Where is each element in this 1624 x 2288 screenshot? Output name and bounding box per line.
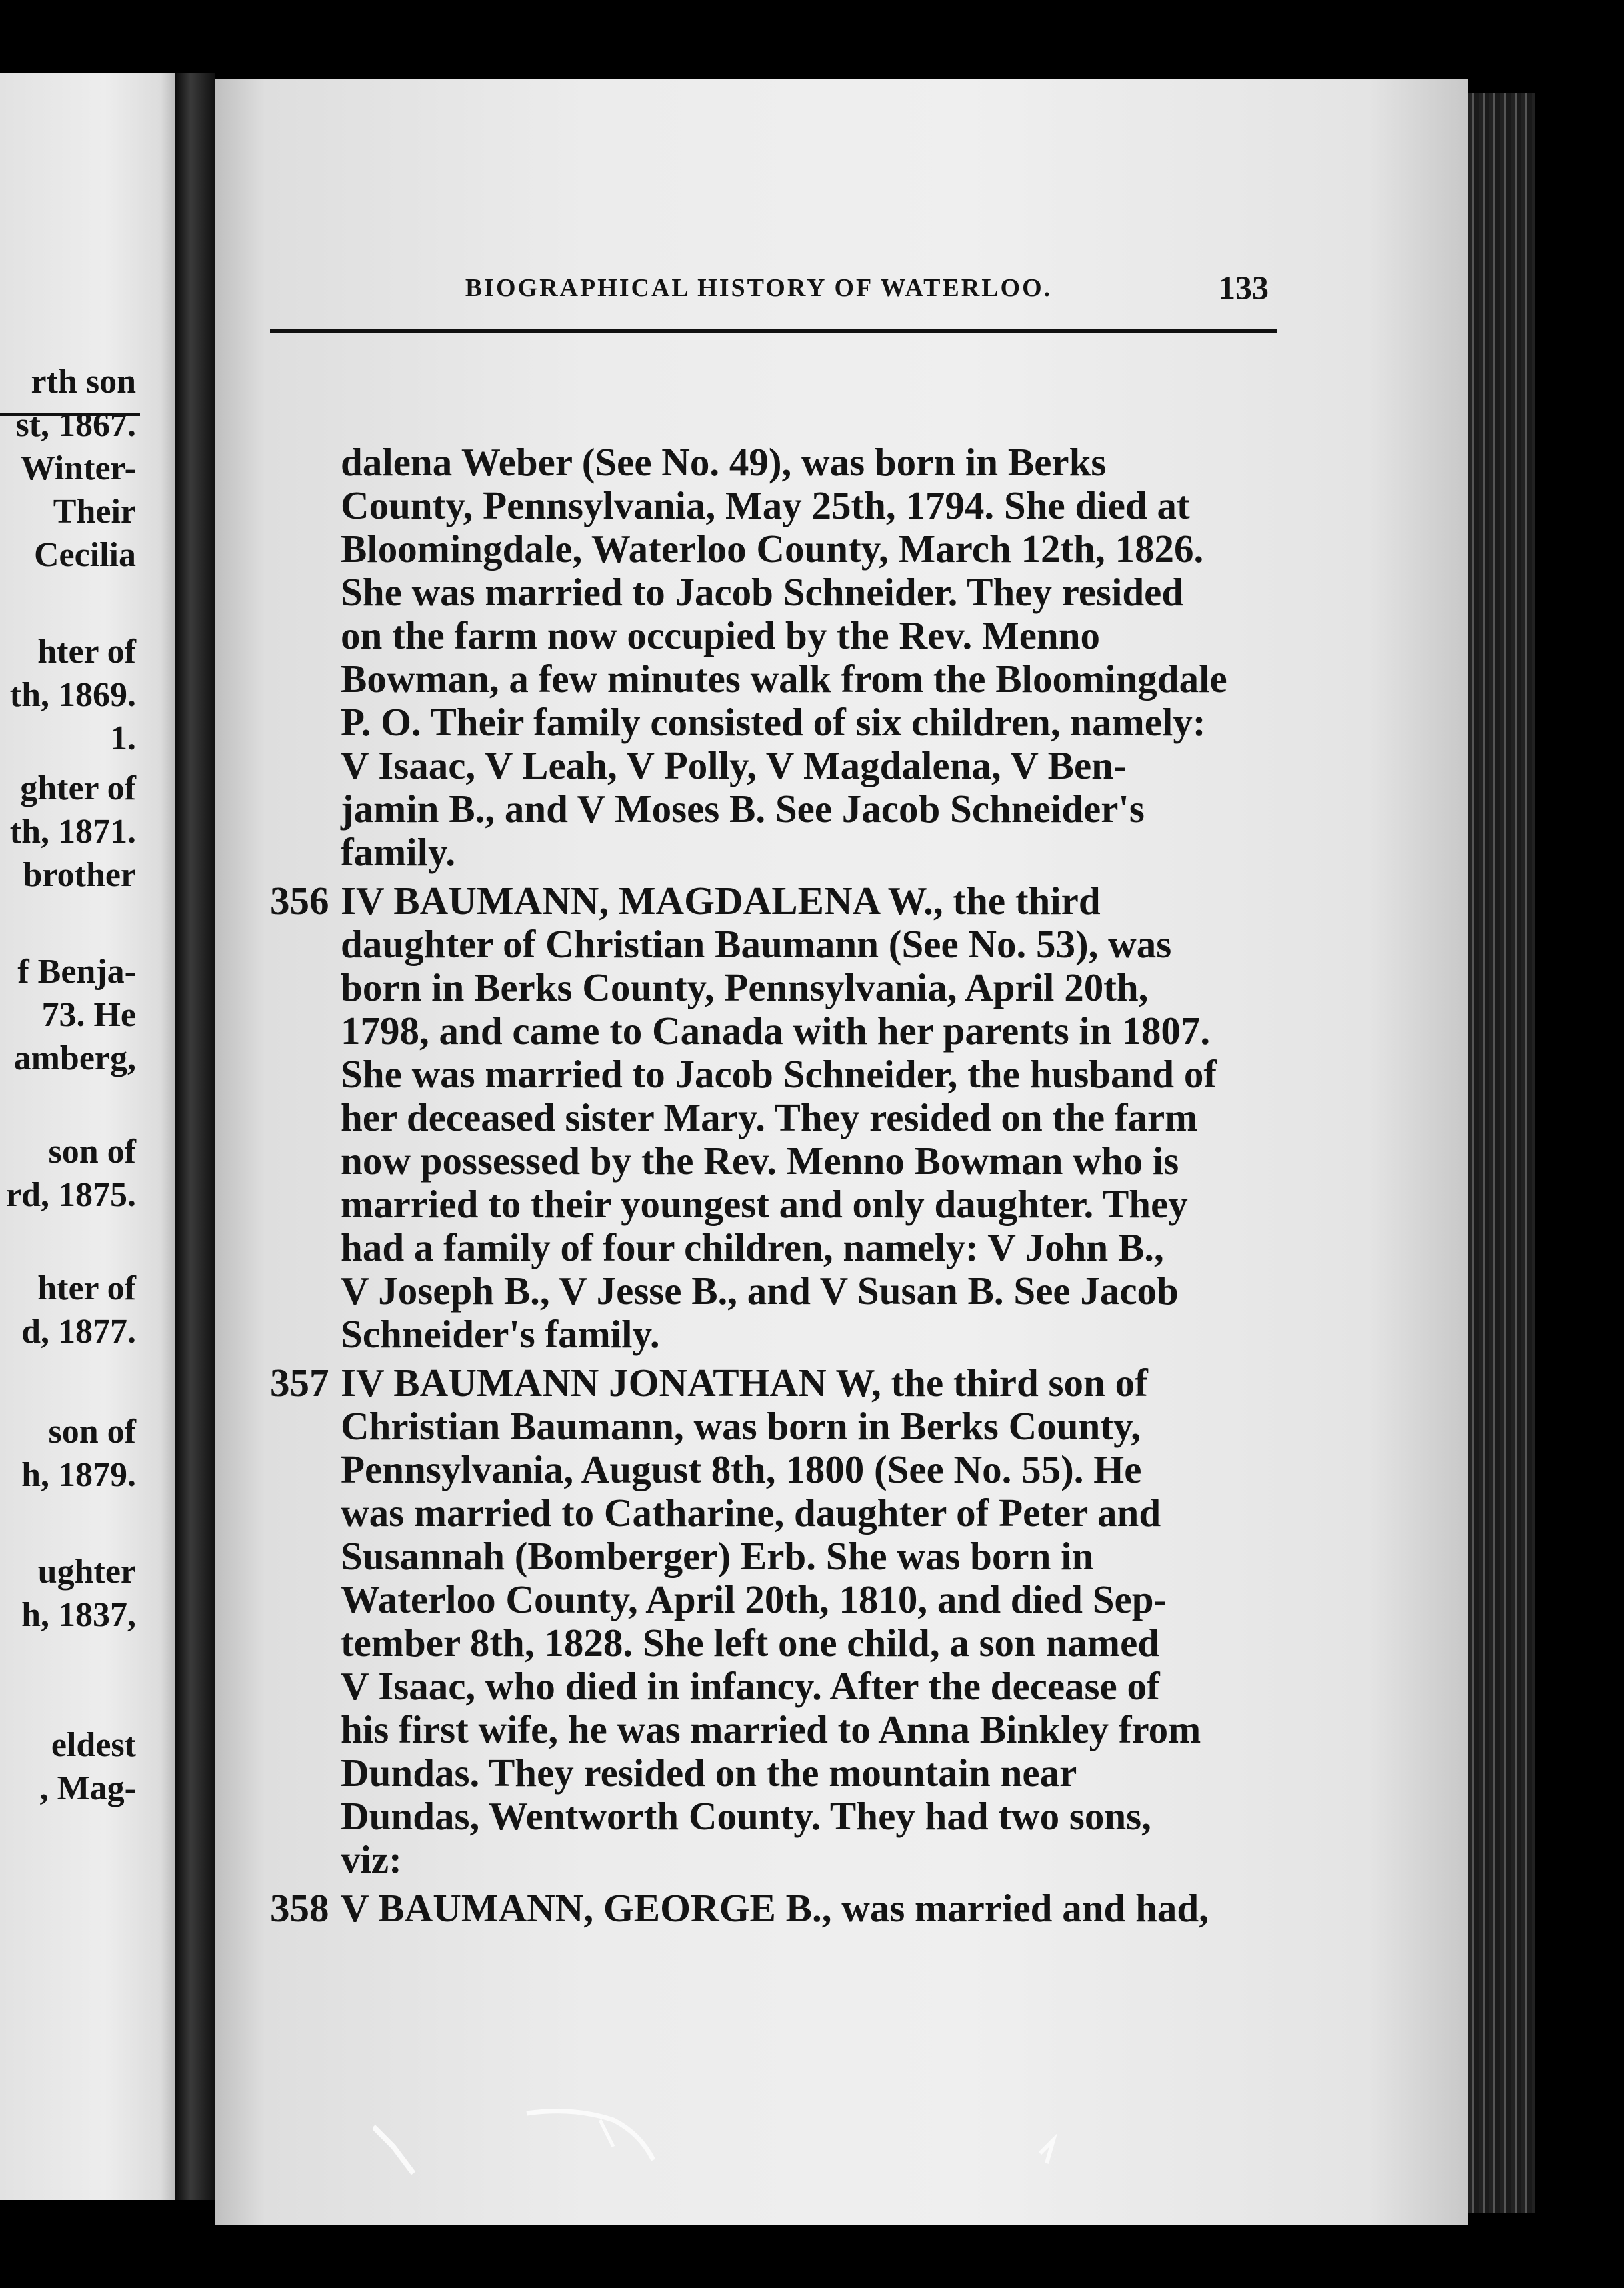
body-line: Pennsylvania, August 8th, 1800 (See No. 55). He — [341, 1447, 1142, 1491]
left-page-line: son of — [48, 1413, 136, 1451]
body-line: family. — [341, 830, 456, 874]
entry-number: 358 — [270, 1886, 329, 1930]
body-line: dalena Weber (See No. 49), was born in Berks — [341, 440, 1107, 484]
body-line: her deceased sister Mary. They resided on the farm — [341, 1095, 1198, 1139]
body-line: on the farm now occupied by the Rev. Menno — [341, 613, 1101, 657]
left-page-line: brother — [23, 856, 136, 894]
body-line: V Joseph B., V Jesse B., and V Susan B. See Jacob — [341, 1269, 1179, 1313]
left-page-line: th, 1869. — [9, 676, 136, 714]
page-number: 133 — [1219, 269, 1269, 306]
entry-number: 357 — [270, 1361, 329, 1405]
body-line: P. O. Their family consisted of six children, namely: — [341, 700, 1206, 744]
body-line: now possessed by the Rev. Menno Bowman who is — [341, 1139, 1179, 1183]
page-edges — [1468, 93, 1535, 2213]
body-line: had a family of four children, namely: V John B., — [341, 1225, 1164, 1269]
body-line: Dundas. They resided on the mountain near — [341, 1751, 1077, 1795]
left-page-line: th, 1871. — [9, 813, 136, 851]
body-line: V Isaac, who died in infancy. After the decease of — [341, 1664, 1160, 1708]
body-line: was married to Catharine, daughter of Peter and — [341, 1491, 1161, 1535]
book-gutter — [175, 73, 215, 2200]
body-line: married to their youngest and only daughter. They — [341, 1182, 1188, 1226]
left-page-line: ghter of — [20, 769, 136, 807]
left-page-line: 1. — [110, 719, 136, 757]
left-page-line: Cecilia — [33, 536, 136, 574]
left-page-line: , Mag- — [39, 1769, 136, 1807]
left-page-line: eldest — [51, 1726, 136, 1764]
body-line: She was married to Jacob Schneider, the husband of — [341, 1052, 1217, 1096]
left-page-line: hter of — [37, 633, 136, 671]
left-page-line: amberg, — [13, 1039, 136, 1077]
body-line: Bowman, a few minutes walk from the Bloomingdale — [341, 657, 1227, 701]
left-page-line: d, 1877. — [21, 1313, 136, 1351]
left-page-line: rd, 1875. — [6, 1176, 136, 1214]
body-line: born in Berks County, Pennsylvania, April 20th, — [341, 965, 1149, 1009]
body-line: V Isaac, V Leah, V Polly, V Magdalena, V Ben- — [341, 743, 1127, 787]
body-line: Bloomingdale, Waterloo County, March 12th, 1826. — [341, 527, 1204, 571]
left-page-line: Their — [53, 493, 136, 531]
body-line: County, Pennsylvania, May 25th, 1794. She died at — [341, 483, 1190, 527]
body-line: Waterloo County, April 20th, 1810, and died Sep- — [341, 1577, 1167, 1621]
entry-number: 356 — [270, 879, 329, 923]
body-line: Christian Baumann, was born in Berks County, — [341, 1404, 1141, 1448]
body-line: viz: — [341, 1837, 402, 1881]
left-page-line: son of — [48, 1133, 136, 1171]
body-line: daughter of Christian Baumann (See No. 53), was — [341, 922, 1172, 966]
body-line: jamin B., and V Moses B. See Jacob Schneider's — [341, 787, 1145, 831]
body-line: IV BAUMANN JONATHAN W, the third son of — [341, 1361, 1148, 1405]
body-line: Susannah (Bomberger) Erb. She was born in — [341, 1534, 1094, 1578]
left-page-line: f Benja- — [17, 953, 136, 991]
left-page-line: Winter- — [20, 449, 136, 487]
left-page-line: 73. He — [41, 996, 136, 1034]
body-line: Schneider's family. — [341, 1312, 660, 1356]
body-line: his first wife, he was married to Anna Binkley from — [341, 1707, 1201, 1751]
header-rule — [270, 329, 1277, 333]
body-line: 1798, and came to Canada with her parents in 1807. — [341, 1009, 1211, 1053]
left-page-line: rth son — [31, 363, 136, 401]
body-line: Dundas, Wentworth County. They had two sons, — [341, 1794, 1151, 1838]
left-page-line: h, 1837, — [21, 1596, 136, 1634]
running-head: BIOGRAPHICAL HISTORY OF WATERLOO. — [465, 274, 1053, 302]
left-page-line: h, 1879. — [21, 1456, 136, 1494]
scan-dust-marks — [373, 2100, 1173, 2180]
left-page-fragment — [0, 73, 175, 2200]
left-page-line: st, 1867. — [15, 406, 136, 444]
body-line: tember 8th, 1828. She left one child, a son named — [341, 1621, 1160, 1665]
left-page-line: hter of — [37, 1269, 136, 1307]
body-line: IV BAUMANN, MAGDALENA W., the third — [341, 879, 1101, 923]
body-line: V BAUMANN, GEORGE B., was married and had, — [341, 1886, 1209, 1930]
left-page-line: ughter — [37, 1553, 136, 1591]
body-line: She was married to Jacob Schneider. They resided — [341, 570, 1184, 614]
